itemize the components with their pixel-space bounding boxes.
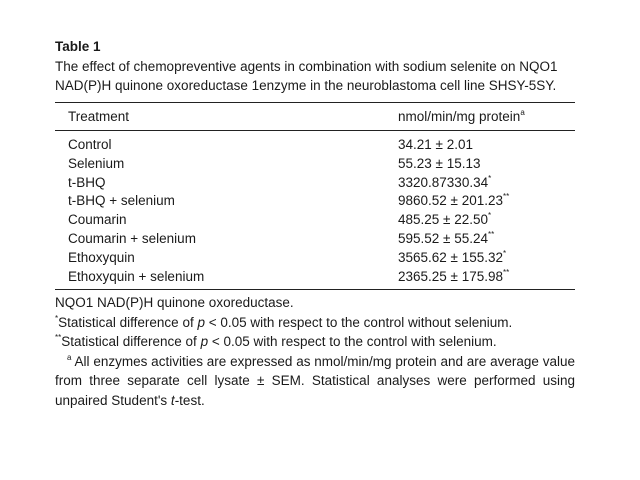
table-figure bbox=[55, 38, 575, 410]
table-row bbox=[55, 268, 575, 290]
row-treatment: Selenium bbox=[68, 155, 125, 171]
row-treatment: Coumarin bbox=[68, 212, 127, 228]
table-label: Table 1 bbox=[55, 39, 101, 54]
footnote-3-mark: a bbox=[67, 352, 72, 362]
footnote-3-post: -test. bbox=[174, 392, 205, 408]
row-value-text: 2365.25 ± 175.98 bbox=[398, 268, 504, 284]
row-value-sup: ** bbox=[488, 229, 495, 239]
row-value bbox=[398, 174, 575, 193]
header-value bbox=[398, 103, 575, 131]
row-value-sup: ** bbox=[503, 192, 510, 202]
table-row bbox=[55, 155, 575, 174]
row-value bbox=[398, 249, 575, 268]
footnote-abbrev: NQO1 NAD(P)H quinone oxoreductase. bbox=[55, 295, 294, 311]
row-treatment: Ethoxyquin bbox=[68, 249, 135, 265]
table-row bbox=[55, 131, 575, 155]
footnote-2 bbox=[55, 332, 575, 352]
table-row bbox=[55, 174, 575, 193]
table-footnotes bbox=[55, 293, 575, 410]
row-value bbox=[398, 192, 575, 211]
row-value bbox=[398, 211, 575, 230]
footnote-1-p: p bbox=[197, 314, 205, 330]
row-value bbox=[398, 155, 575, 174]
bottom-rule bbox=[55, 289, 575, 290]
table-caption: The effect of chemopreventive agents in combination with sodium selenite on NQO1 NAD(P)H quinone oxoreductase 1enzyme in the neuroblastoma cell line SHSY-5SY. bbox=[55, 59, 558, 93]
row-value-text: 3565.62 ± 155.32 bbox=[398, 249, 504, 265]
row-treatment: Coumarin + selenium bbox=[68, 230, 196, 246]
footnote-1 bbox=[55, 313, 575, 333]
row-value-text: 595.52 ± 55.24 bbox=[398, 230, 488, 246]
footnote-3 bbox=[55, 352, 575, 411]
table-row bbox=[55, 230, 575, 249]
row-value bbox=[398, 268, 575, 290]
row-treatment: Control bbox=[68, 137, 112, 152]
footnote-3-pre: All enzymes activities are expressed as nmol/min/mg protein and are average value from three separate cell lysate ± SEM. Statistical analyses were performed using unpaired Student's bbox=[55, 353, 575, 408]
table-row bbox=[55, 249, 575, 268]
row-value bbox=[398, 230, 575, 249]
row-value-sup: * bbox=[503, 248, 507, 258]
footnote-2-post: < 0.05 with respect to the control with selenium. bbox=[208, 334, 497, 350]
footnote-1-mark: * bbox=[55, 313, 59, 323]
row-value-text: 55.23 ± 15.13 bbox=[398, 155, 481, 171]
header-row bbox=[55, 103, 575, 131]
footnote-2-pre: Statistical difference of bbox=[61, 334, 201, 350]
footnote-2-p: p bbox=[200, 334, 209, 350]
row-value-sup: * bbox=[488, 173, 492, 183]
row-value-sup: * bbox=[488, 211, 492, 221]
footnote-1-post: < 0.05 with respect to the control without selenium. bbox=[204, 314, 513, 330]
row-treatment: t-BHQ bbox=[68, 174, 106, 190]
header-treatment: Treatment bbox=[68, 109, 130, 124]
header-value-text: nmol/min/mg protein bbox=[398, 109, 521, 124]
data-table bbox=[55, 103, 575, 289]
row-value-text: 34.21 ± 2.01 bbox=[398, 137, 473, 152]
row-value-text: 485.25 ± 22.50 bbox=[398, 212, 488, 228]
row-value-text: 3320.87330.34 bbox=[398, 174, 489, 190]
row-value-sup: ** bbox=[503, 267, 510, 277]
row-value-text: 9860.52 ± 201.23 bbox=[398, 193, 504, 209]
row-treatment: Ethoxyquin + selenium bbox=[68, 268, 205, 284]
table-row bbox=[55, 211, 575, 230]
header-value-sup: a bbox=[520, 108, 525, 117]
table-row bbox=[55, 192, 575, 211]
footnote-2-mark: ** bbox=[55, 333, 62, 343]
footnote-1-pre: Statistical difference of bbox=[58, 314, 198, 330]
row-treatment: t-BHQ + selenium bbox=[68, 193, 175, 209]
row-value bbox=[398, 131, 575, 155]
footnote-3-t: t bbox=[170, 392, 175, 408]
